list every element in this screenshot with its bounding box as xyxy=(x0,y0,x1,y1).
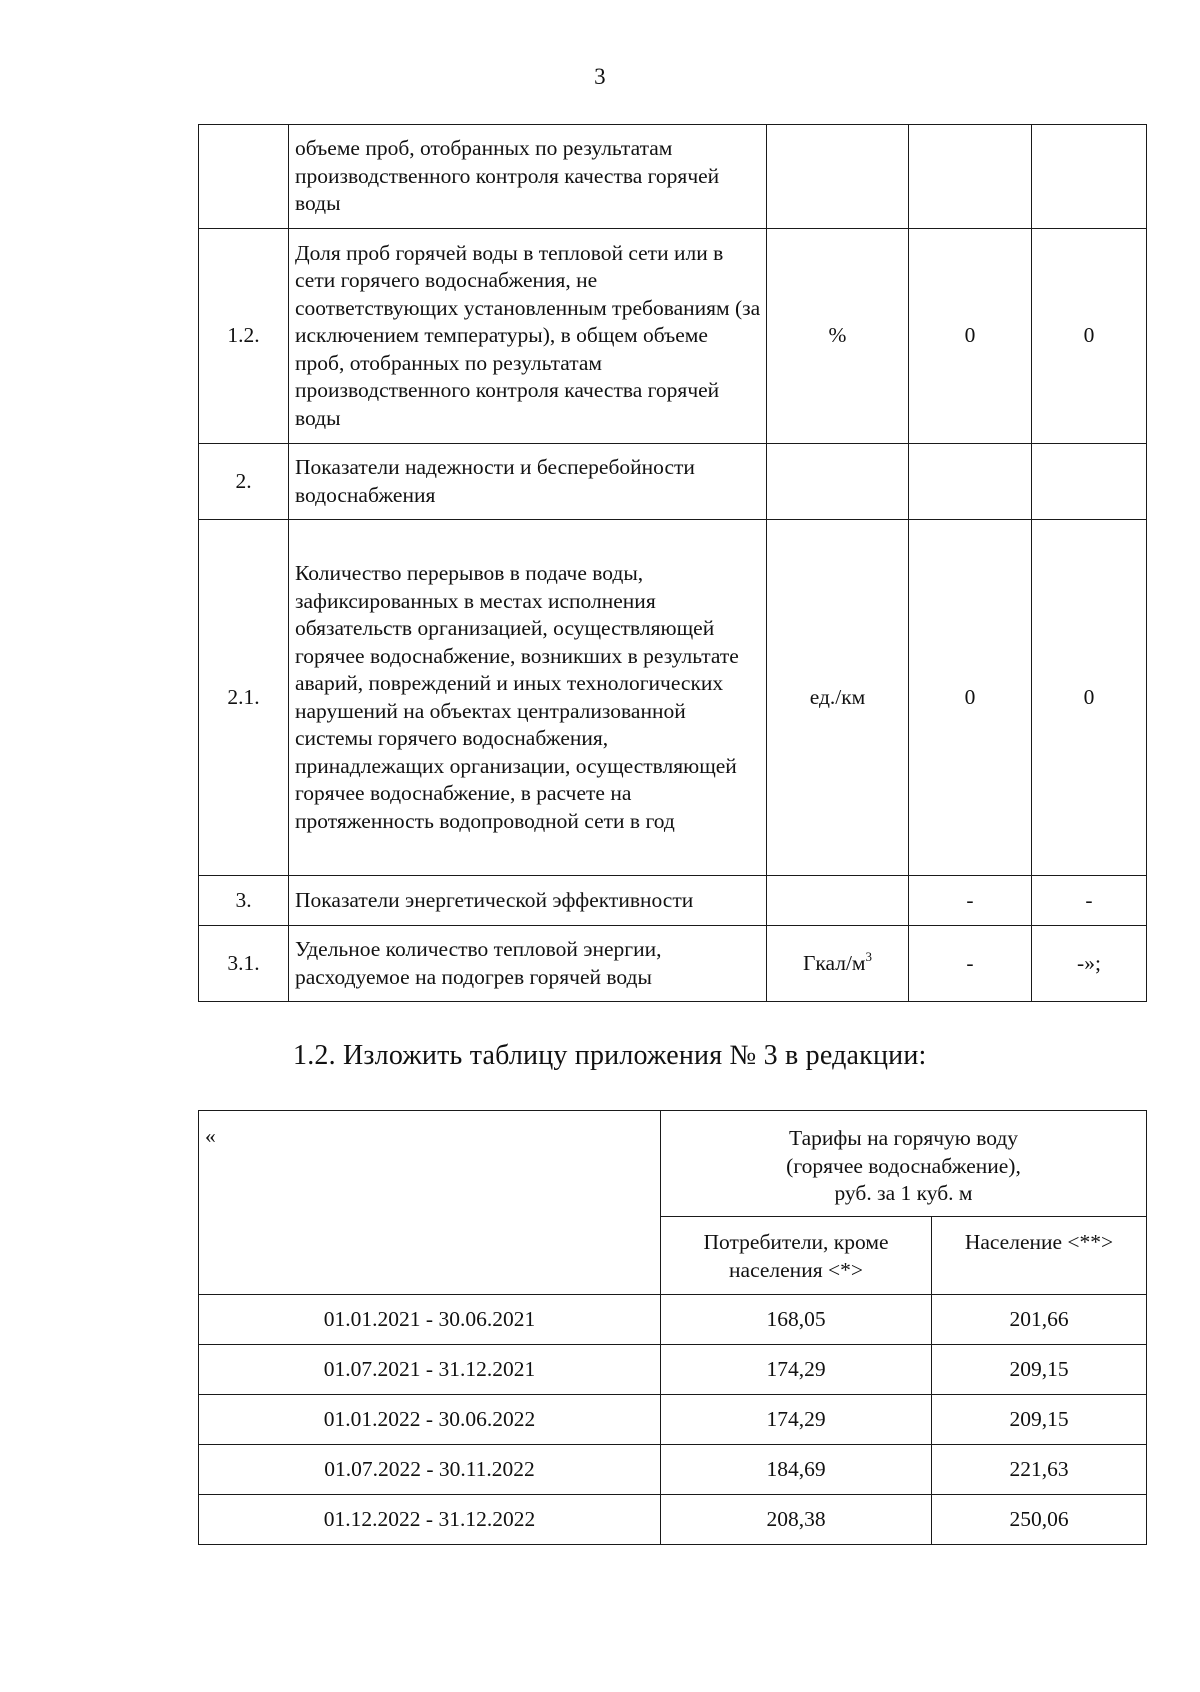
unit-superscript: 3 xyxy=(865,948,873,964)
value-cell: -»; xyxy=(1032,926,1147,1002)
consumers-tariff-cell: 168,05 xyxy=(661,1295,932,1345)
value-cell: 0 xyxy=(909,520,1032,876)
table-header-row xyxy=(199,1111,1147,1217)
column-header-line: Потребители, кроме xyxy=(703,1230,889,1254)
period-cell: 01.07.2022 - 30.11.2022 xyxy=(199,1445,661,1495)
instruction-heading: 1.2. Изложить таблицу приложения № 3 в редакции: xyxy=(293,1040,927,1071)
period-cell: 01.01.2021 - 30.06.2021 xyxy=(199,1295,661,1345)
consumers-tariff-cell: 184,69 xyxy=(661,1445,932,1495)
value-cell xyxy=(909,444,1032,520)
table-row xyxy=(199,1295,1147,1345)
row-number: 3. xyxy=(199,876,289,926)
unit-base: Гкал/м xyxy=(802,950,866,975)
unit-cell xyxy=(767,926,909,1002)
population-tariff-cell: 209,15 xyxy=(932,1395,1147,1445)
table-row xyxy=(199,125,1147,229)
table-row xyxy=(199,876,1147,926)
row-number xyxy=(199,125,289,229)
table-row xyxy=(199,1395,1147,1445)
population-tariff-cell: 209,15 xyxy=(932,1345,1147,1395)
value-cell xyxy=(1032,444,1147,520)
value-cell: 0 xyxy=(1032,229,1147,444)
consumers-tariff-cell: 208,38 xyxy=(661,1495,932,1545)
period-cell: 01.01.2022 - 30.06.2022 xyxy=(199,1395,661,1445)
tariff-header xyxy=(661,1111,1147,1217)
consumers-tariff-cell: 174,29 xyxy=(661,1345,932,1395)
row-number: 1.2. xyxy=(199,229,289,444)
open-quote-cell: « xyxy=(199,1111,661,1295)
indicator-name: Доля проб горячей воды в тепловой сети или в сети горячего водоснабжения, не соответствующих установленным требованиям (за исключением температуры), в общем объеме проб, отобранных по результатам производственного контроля качества горячей воды xyxy=(289,229,767,444)
table-row xyxy=(199,229,1147,444)
table-row xyxy=(199,444,1147,520)
value-cell: 0 xyxy=(909,229,1032,444)
table-row xyxy=(199,1445,1147,1495)
unit-cell xyxy=(767,876,909,926)
table-row xyxy=(199,1495,1147,1545)
consumers-tariff-cell: 174,29 xyxy=(661,1395,932,1445)
tariff-header-line: (горячее водоснабжение), xyxy=(786,1153,1021,1178)
indicator-name: объеме проб, отобранных по результатам производственного контроля качества горячей воды xyxy=(289,125,767,229)
tariff-header-line: Тарифы на горячую воду xyxy=(788,1126,1019,1150)
table-row xyxy=(199,926,1147,1002)
indicator-name: Удельное количество тепловой энергии, расходуемое на подогрев горячей воды xyxy=(289,926,767,1002)
row-number: 2. xyxy=(199,444,289,520)
column-header-population: Население <**> xyxy=(932,1217,1147,1295)
period-cell: 01.12.2022 - 31.12.2022 xyxy=(199,1495,661,1545)
tariff-header-line: руб. за 1 куб. м xyxy=(834,1181,973,1205)
value-cell: - xyxy=(1032,876,1147,926)
column-header-line: населения <*> xyxy=(729,1257,863,1282)
population-tariff-cell: 221,63 xyxy=(932,1445,1147,1495)
unit-cell xyxy=(767,444,909,520)
unit-cell xyxy=(767,125,909,229)
table-row xyxy=(199,520,1147,876)
population-tariff-cell: 201,66 xyxy=(932,1295,1147,1345)
indicator-name: Показатели энергетической эффективности xyxy=(289,876,767,926)
page-number: 3 xyxy=(594,64,606,89)
row-number: 3.1. xyxy=(199,926,289,1002)
unit-cell: % xyxy=(767,229,909,444)
row-number: 2.1. xyxy=(199,520,289,876)
indicators-table xyxy=(198,124,1147,1002)
value-cell: - xyxy=(909,926,1032,1002)
population-tariff-cell: 250,06 xyxy=(932,1495,1147,1545)
value-cell: 0 xyxy=(1032,520,1147,876)
unit-cell: ед./км xyxy=(767,520,909,876)
column-header-consumers xyxy=(661,1217,932,1295)
period-cell: 01.07.2021 - 31.12.2021 xyxy=(199,1345,661,1395)
indicator-name: Показатели надежности и бесперебойности водоснабжения xyxy=(289,444,767,520)
value-cell: - xyxy=(909,876,1032,926)
value-cell xyxy=(1032,125,1147,229)
indicator-name: Количество перерывов в подаче воды, зафиксированных в местах исполнения обязательств организацией, осуществляющей горячее водоснабжение, возникших в результате аварий, повреждений и иных технологических нарушений на объектах централизованной системы горячего водоснабжения, принадлежащих организации, осуществляющей горячее водоснабжение, в расчете на протяженность водопроводной сети в год xyxy=(289,520,767,876)
value-cell xyxy=(909,125,1032,229)
tariffs-table xyxy=(198,1110,1147,1545)
table-row xyxy=(199,1345,1147,1395)
